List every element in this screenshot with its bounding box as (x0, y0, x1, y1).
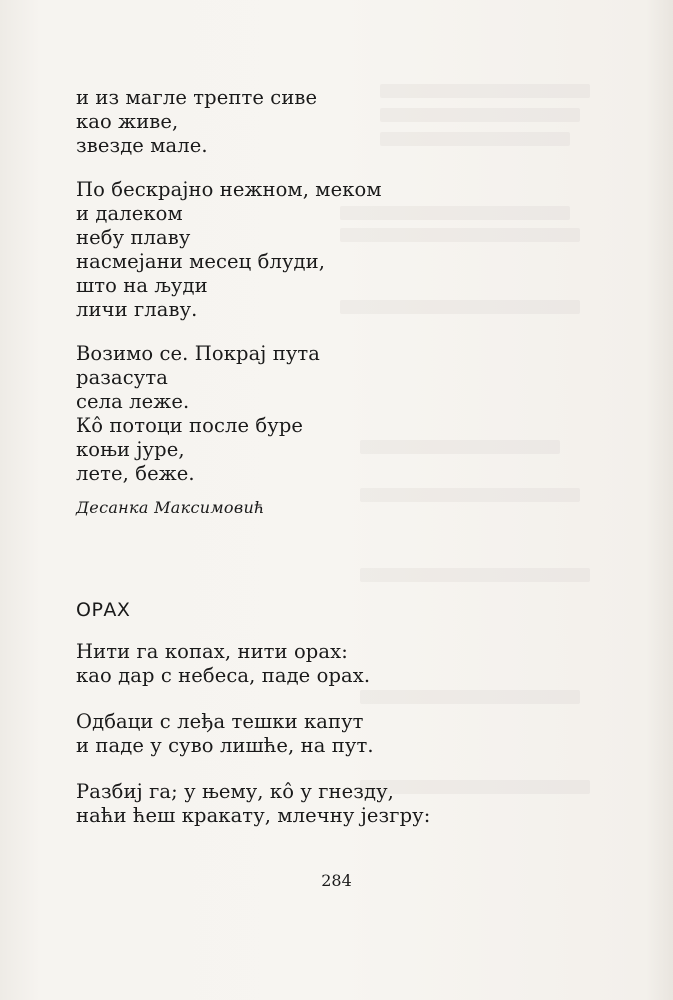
page-number: 284 (321, 871, 352, 890)
poem2-stanza-3 (76, 780, 596, 828)
verse-line: Нити га копах, нити орах: (76, 640, 348, 663)
verse-line: села леже. (76, 390, 190, 413)
verse-line: насмејани месец блуди, (76, 250, 326, 273)
verse-line: као дар с небеса, паде орах. (76, 664, 371, 687)
poem1-stanza-2 (76, 178, 596, 322)
page-content (76, 86, 596, 850)
verse-line: и из магле трепте сиве (76, 86, 318, 109)
verse-line: личи главу. (76, 298, 198, 321)
poem2-stanza-2 (76, 710, 596, 758)
poem2-stanza-1 (76, 640, 596, 688)
verse-line: Возимо се. Покрај пута (76, 342, 321, 365)
verse-line: небу плаву (76, 226, 191, 249)
poem2-title: ОРАХ (76, 599, 131, 621)
verse-line: што на људи (76, 274, 208, 297)
poem1-author: Десанка Максимовић (76, 498, 265, 517)
verse-line: наћи ћеш кракату, млечну језгру: (76, 804, 431, 827)
verse-line: Разбиј га; у њему, кô у гнезду, (76, 780, 394, 803)
poem1-stanza-3 (76, 342, 596, 486)
verse-line: лете, беже. (76, 462, 195, 485)
verse-line: разасута (76, 366, 168, 389)
verse-line: По бескрајно нежном, меком (76, 178, 382, 201)
verse-line: и паде у суво лишће, на пут. (76, 734, 374, 757)
verse-line: коњи јуре, (76, 438, 185, 461)
verse-line: звезде мале. (76, 134, 208, 157)
verse-line: и далеком (76, 202, 183, 225)
verse-line: Кô потоци после буре (76, 414, 304, 437)
verse-line: као живе, (76, 110, 179, 133)
verse-line: Одбаци с леђа тешки капут (76, 710, 364, 733)
poem1-stanza-1 (76, 86, 596, 158)
